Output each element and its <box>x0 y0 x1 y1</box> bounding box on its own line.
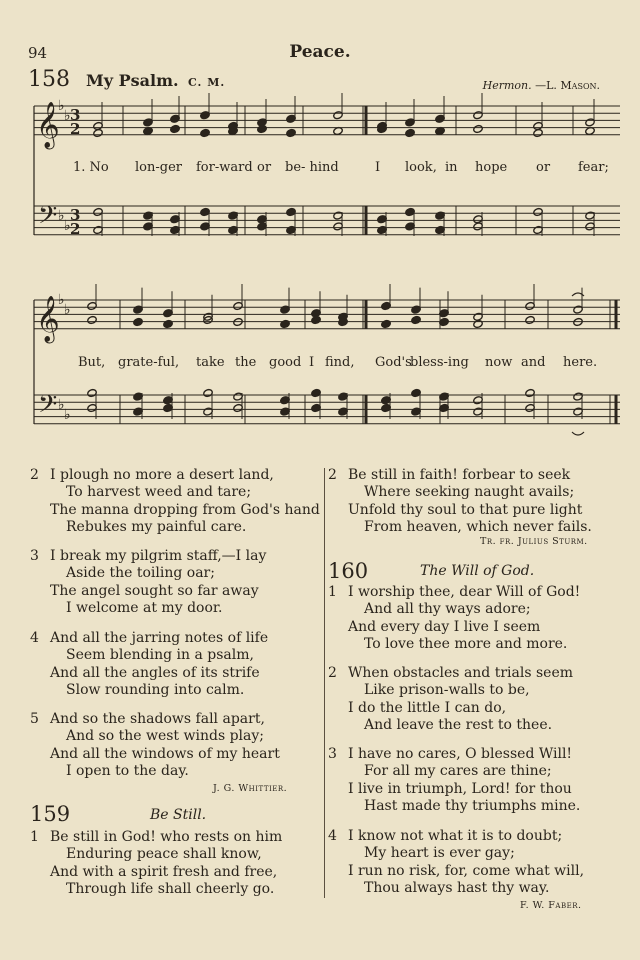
verse-number: 2 <box>328 665 337 681</box>
lyric-syllable: good <box>269 355 302 370</box>
note-head <box>533 128 543 137</box>
verse-line: Be still in God! who rests on him <box>50 829 283 845</box>
note-head <box>170 124 180 133</box>
verse-line: I know not what it is to doubt; <box>348 828 563 844</box>
note-head <box>381 319 391 328</box>
verse-line: Where seeking naught avails; <box>364 484 575 501</box>
lyric-syllable: God's <box>375 355 412 370</box>
hymn-158-attribution: J. G. Whittier. <box>213 783 288 794</box>
tune-name: Hermon. <box>482 79 532 92</box>
hymn-159-number: 159 <box>30 802 71 826</box>
verse-line: Hast made thy triumphs mine. <box>364 798 581 815</box>
verse-line: Like prison-walls to be, <box>364 682 530 699</box>
hymn-158-number: 158 <box>28 67 70 92</box>
note-head <box>133 317 143 326</box>
verse <box>30 711 280 781</box>
lyric-syllable: - hind <box>301 160 339 175</box>
note-head <box>411 315 421 324</box>
lyric-syllable: or <box>536 160 551 175</box>
verse-line: Thou always hast thy way. <box>364 880 550 897</box>
flat-sign: ♭ <box>58 98 65 114</box>
verse-line: The manna dropping from God's hand <box>50 501 320 518</box>
verse-line: Seem blending in a psalm, <box>66 647 254 664</box>
note-head <box>280 319 290 328</box>
verse-line: And leave the rest to thee. <box>364 717 553 734</box>
verse <box>30 548 266 618</box>
verse <box>328 665 573 735</box>
note-head <box>93 128 103 137</box>
verse-line: The angel sought so far away <box>50 582 259 599</box>
verse-line: I run no risk, for, come what will, <box>348 862 585 879</box>
treble-clef: 𝄞 <box>36 296 60 342</box>
verse-number: 3 <box>328 746 337 762</box>
verse-line: Be still in faith! forbear to seek <box>348 467 571 483</box>
column-divider <box>324 468 325 898</box>
verse-line: Aside the toiling oar; <box>66 565 215 582</box>
hymn-158-meter: C. M. <box>188 76 226 89</box>
lyric-syllable: But, <box>78 355 106 370</box>
hymn-160-title: The Will of God. <box>420 563 535 579</box>
lyric-syllable: lon-ger <box>135 160 182 175</box>
flat-sign: ♭ <box>64 302 71 318</box>
note-head <box>311 315 321 324</box>
flat-sign: ♭ <box>64 108 71 124</box>
verse <box>328 746 580 816</box>
lyric-syllable: hope <box>475 160 508 175</box>
verse-line: My heart is ever gay; <box>364 845 515 862</box>
verse <box>30 829 282 899</box>
hymn-159-attribution: Tr. fr. Julius Sturm. <box>480 536 588 547</box>
flat-sign: ♭ <box>58 292 65 308</box>
hymn-158-title: My Psalm. <box>86 71 179 90</box>
lyric-syllable: look, <box>405 160 437 175</box>
bass-clef: 𝄢 <box>38 390 58 425</box>
note-head <box>257 124 267 133</box>
lyric-syllable: fear; <box>578 160 609 175</box>
verse-line: I plough no more a desert land, <box>50 467 274 483</box>
verse-line: I worship thee, dear Will of God! <box>348 584 581 600</box>
page-number: 94 <box>28 44 48 62</box>
note-head <box>286 128 296 137</box>
hymn-160-number: 160 <box>328 559 369 583</box>
treble-clef: 𝄞 <box>36 102 60 148</box>
hymn-160-attribution: F. W. Faber. <box>520 900 582 911</box>
verse-line: And with a spirit fresh and free, <box>50 863 278 880</box>
verse-line: Slow rounding into calm. <box>66 682 245 699</box>
verse-line: And all the angles of its strife <box>50 664 260 681</box>
note-head <box>87 315 97 324</box>
verse-line: And all the windows of my heart <box>50 745 280 762</box>
verse-number: 1 <box>30 829 39 845</box>
verse-line: For all my cares are thine; <box>364 763 552 780</box>
flat-sign: ♭ <box>64 407 71 423</box>
verse-line: And all thy ways adore; <box>364 601 531 618</box>
flat-sign: ♭ <box>58 208 65 224</box>
verse-line: Unfold thy soul to that pure light <box>348 501 583 518</box>
verse-line: I welcome at my door. <box>66 600 223 617</box>
note-head <box>473 319 483 328</box>
lyric-syllable: grate-ful, <box>118 355 180 370</box>
verse-number: 1 <box>328 584 337 600</box>
lyric-syllable: find, <box>325 355 355 370</box>
verse <box>328 584 580 654</box>
verse-line: And so the west winds play; <box>66 728 264 745</box>
verse-number: 5 <box>30 711 39 727</box>
verse-line: I have no cares, O blessed Will! <box>348 746 573 762</box>
time-signature: 3 <box>70 106 81 124</box>
verse-line: And so the shadows fall apart, <box>50 711 265 727</box>
lyric-syllable: I <box>309 355 315 370</box>
lyric-syllable: and <box>521 355 546 370</box>
verse-line: I do the little I can do, <box>348 699 507 716</box>
lyric-syllable: here. <box>563 355 598 370</box>
lyric-syllable: I <box>375 160 381 175</box>
lyric-syllable: bless-ing <box>410 355 469 370</box>
verse <box>30 630 268 700</box>
verse-line: Rebukes my painful care. <box>66 519 247 536</box>
note-head <box>200 128 210 137</box>
verse-line: To love thee more and more. <box>364 636 568 653</box>
running-head: Peace. <box>289 42 351 62</box>
verse-number: 4 <box>30 630 39 646</box>
lyric-syllable: take <box>196 355 225 370</box>
tune-composer: —L. Mason. <box>535 79 600 92</box>
lyric-syllable: the <box>235 355 257 370</box>
verse <box>30 467 320 537</box>
verse-line: Enduring peace shall know, <box>66 846 262 863</box>
flat-sign: ♭ <box>58 397 65 413</box>
lyric-syllable: 1. No <box>73 160 109 175</box>
time-signature: 2 <box>70 220 81 238</box>
verse-line: Through life shall cheerly go. <box>66 881 275 898</box>
flat-sign: ♭ <box>64 218 71 234</box>
lyric-syllable: be <box>285 160 302 175</box>
music-score <box>0 0 640 460</box>
verse-line: I break my pilgrim staff,—I lay <box>50 548 267 564</box>
verse-number: 2 <box>328 467 337 483</box>
verse-number: 3 <box>30 548 39 564</box>
note-head <box>525 315 535 324</box>
verse-line: I open to the day. <box>66 763 189 780</box>
lyric-syllable: in <box>445 160 458 175</box>
verse <box>328 828 584 898</box>
verse-line: From heaven, which never fails. <box>364 519 592 536</box>
verse <box>328 467 592 537</box>
verse-line: I live in triumph, Lord! for thou <box>348 780 572 797</box>
hymn-159-title: Be Still. <box>150 807 207 823</box>
verse-line: And every day I live I seem <box>348 618 541 635</box>
bass-clef: 𝄢 <box>38 201 58 236</box>
verse-number: 2 <box>30 467 39 483</box>
fermata <box>572 432 584 435</box>
verse-number: 4 <box>328 828 337 844</box>
lyric-syllable: or <box>257 160 272 175</box>
note-head <box>163 319 173 328</box>
note-head <box>473 124 483 133</box>
verse-line: When obstacles and trials seem <box>348 665 574 681</box>
time-signature: 3 <box>70 206 81 224</box>
note-head <box>405 128 415 137</box>
verse-line: To harvest weed and tare; <box>66 484 252 501</box>
lyric-syllable: for-ward <box>196 160 253 175</box>
verse-line: And all the jarring notes of life <box>50 630 269 646</box>
lyric-syllable: now <box>485 355 513 370</box>
time-signature: 2 <box>70 120 81 138</box>
